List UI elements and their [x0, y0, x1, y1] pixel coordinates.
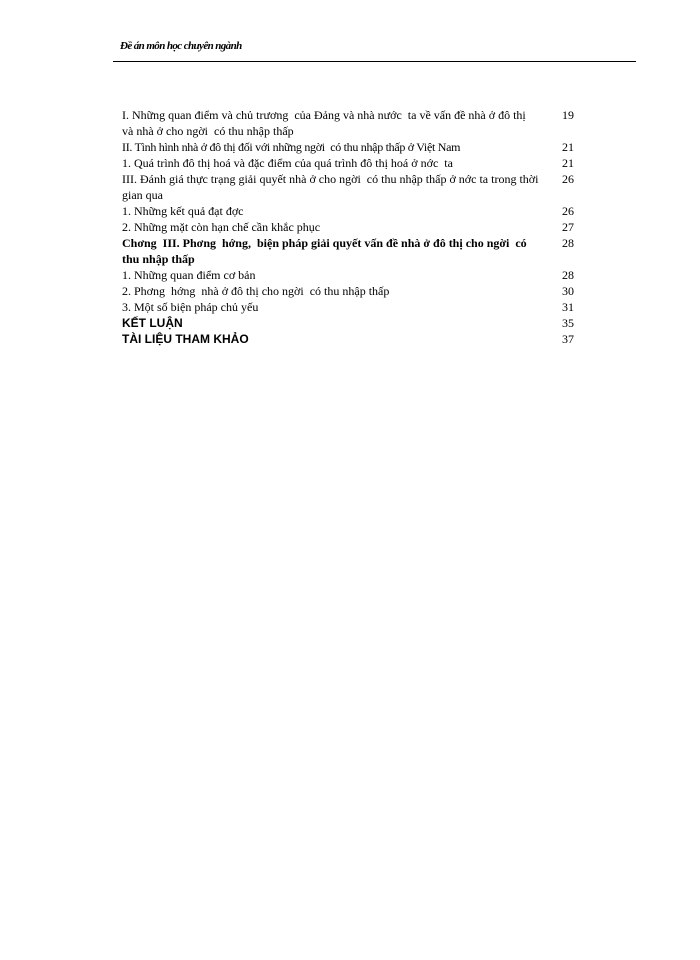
- toc-entry-page: 28: [562, 268, 574, 282]
- toc-entry[interactable]: [122, 139, 574, 155]
- toc-entry-page: 26: [562, 172, 574, 186]
- toc-entry-page: 21: [562, 140, 574, 154]
- toc-entry[interactable]: [122, 107, 574, 139]
- toc-entry-text: II. Tình hình nhà ở đô thị đối với những ngời có thu nhập thấp ở Việt Nam: [122, 140, 461, 154]
- toc-entry[interactable]: [122, 203, 574, 219]
- toc-entry-page: 35: [562, 316, 574, 330]
- toc-conclusion-entry[interactable]: [122, 315, 574, 331]
- toc-entry-page: 28: [562, 236, 574, 250]
- toc-entry[interactable]: [122, 283, 574, 299]
- toc-entry[interactable]: [122, 155, 574, 171]
- toc-entry-text: TÀI LIỆU THAM KHẢO: [122, 332, 249, 346]
- toc-entry-text: KẾT LUẬN: [122, 316, 183, 330]
- toc-entry-page: 31: [562, 300, 574, 314]
- toc-entry[interactable]: [122, 267, 574, 283]
- toc-entry-text: III. Đánh giá thực trạng giải quyết nhà ở cho ngời có thu nhập thấp ở nớc ta trong thời gian qua: [122, 172, 542, 202]
- toc-entry[interactable]: [122, 219, 574, 235]
- toc-entry-page: 37: [562, 332, 574, 346]
- toc-entry-text: I. Những quan điểm và chủ trương của Đảng và nhà nước ta về vấn đề nhà ở đô thị và nhà ở cho ngời có thu nhập thấp: [122, 108, 529, 138]
- toc-entry-text: 1. Những quan điểm cơ bản: [122, 268, 256, 282]
- toc-entry-text: 2. Phơng hớng nhà ở đô thị cho ngời có thu nhập thấp: [122, 284, 390, 298]
- table-of-contents: [122, 107, 574, 347]
- toc-entry[interactable]: [122, 299, 574, 315]
- toc-entry-page: 19: [562, 108, 574, 122]
- toc-entry-page: 27: [562, 220, 574, 234]
- toc-entry-page: 21: [562, 156, 574, 170]
- header-rule: [113, 61, 636, 62]
- toc-entry-text: 3. Một số biện pháp chủ yếu: [122, 300, 259, 314]
- toc-chapter-entry[interactable]: [122, 235, 574, 267]
- toc-entry[interactable]: [122, 171, 574, 203]
- toc-entry-text: Chơng III. Phơng hớng, biện pháp giải quyết vấn đề nhà ở đô thị cho ngời có thu nhập thấp: [122, 236, 530, 266]
- toc-entry-text: 1. Những kết quả đạt đợc: [122, 204, 244, 218]
- toc-entry-text: 2. Những mặt còn hạn chế cần khắc phục: [122, 220, 321, 234]
- toc-entry-page: 26: [562, 204, 574, 218]
- toc-references-entry[interactable]: [122, 331, 574, 347]
- toc-entry-page: 30: [562, 284, 574, 298]
- toc-entry-text: 1. Quá trình đô thị hoá và đặc điểm của quá trình đô thị hoá ở nớc ta: [122, 156, 453, 170]
- running-header: Đề án môn học chuyên ngành: [120, 40, 242, 52]
